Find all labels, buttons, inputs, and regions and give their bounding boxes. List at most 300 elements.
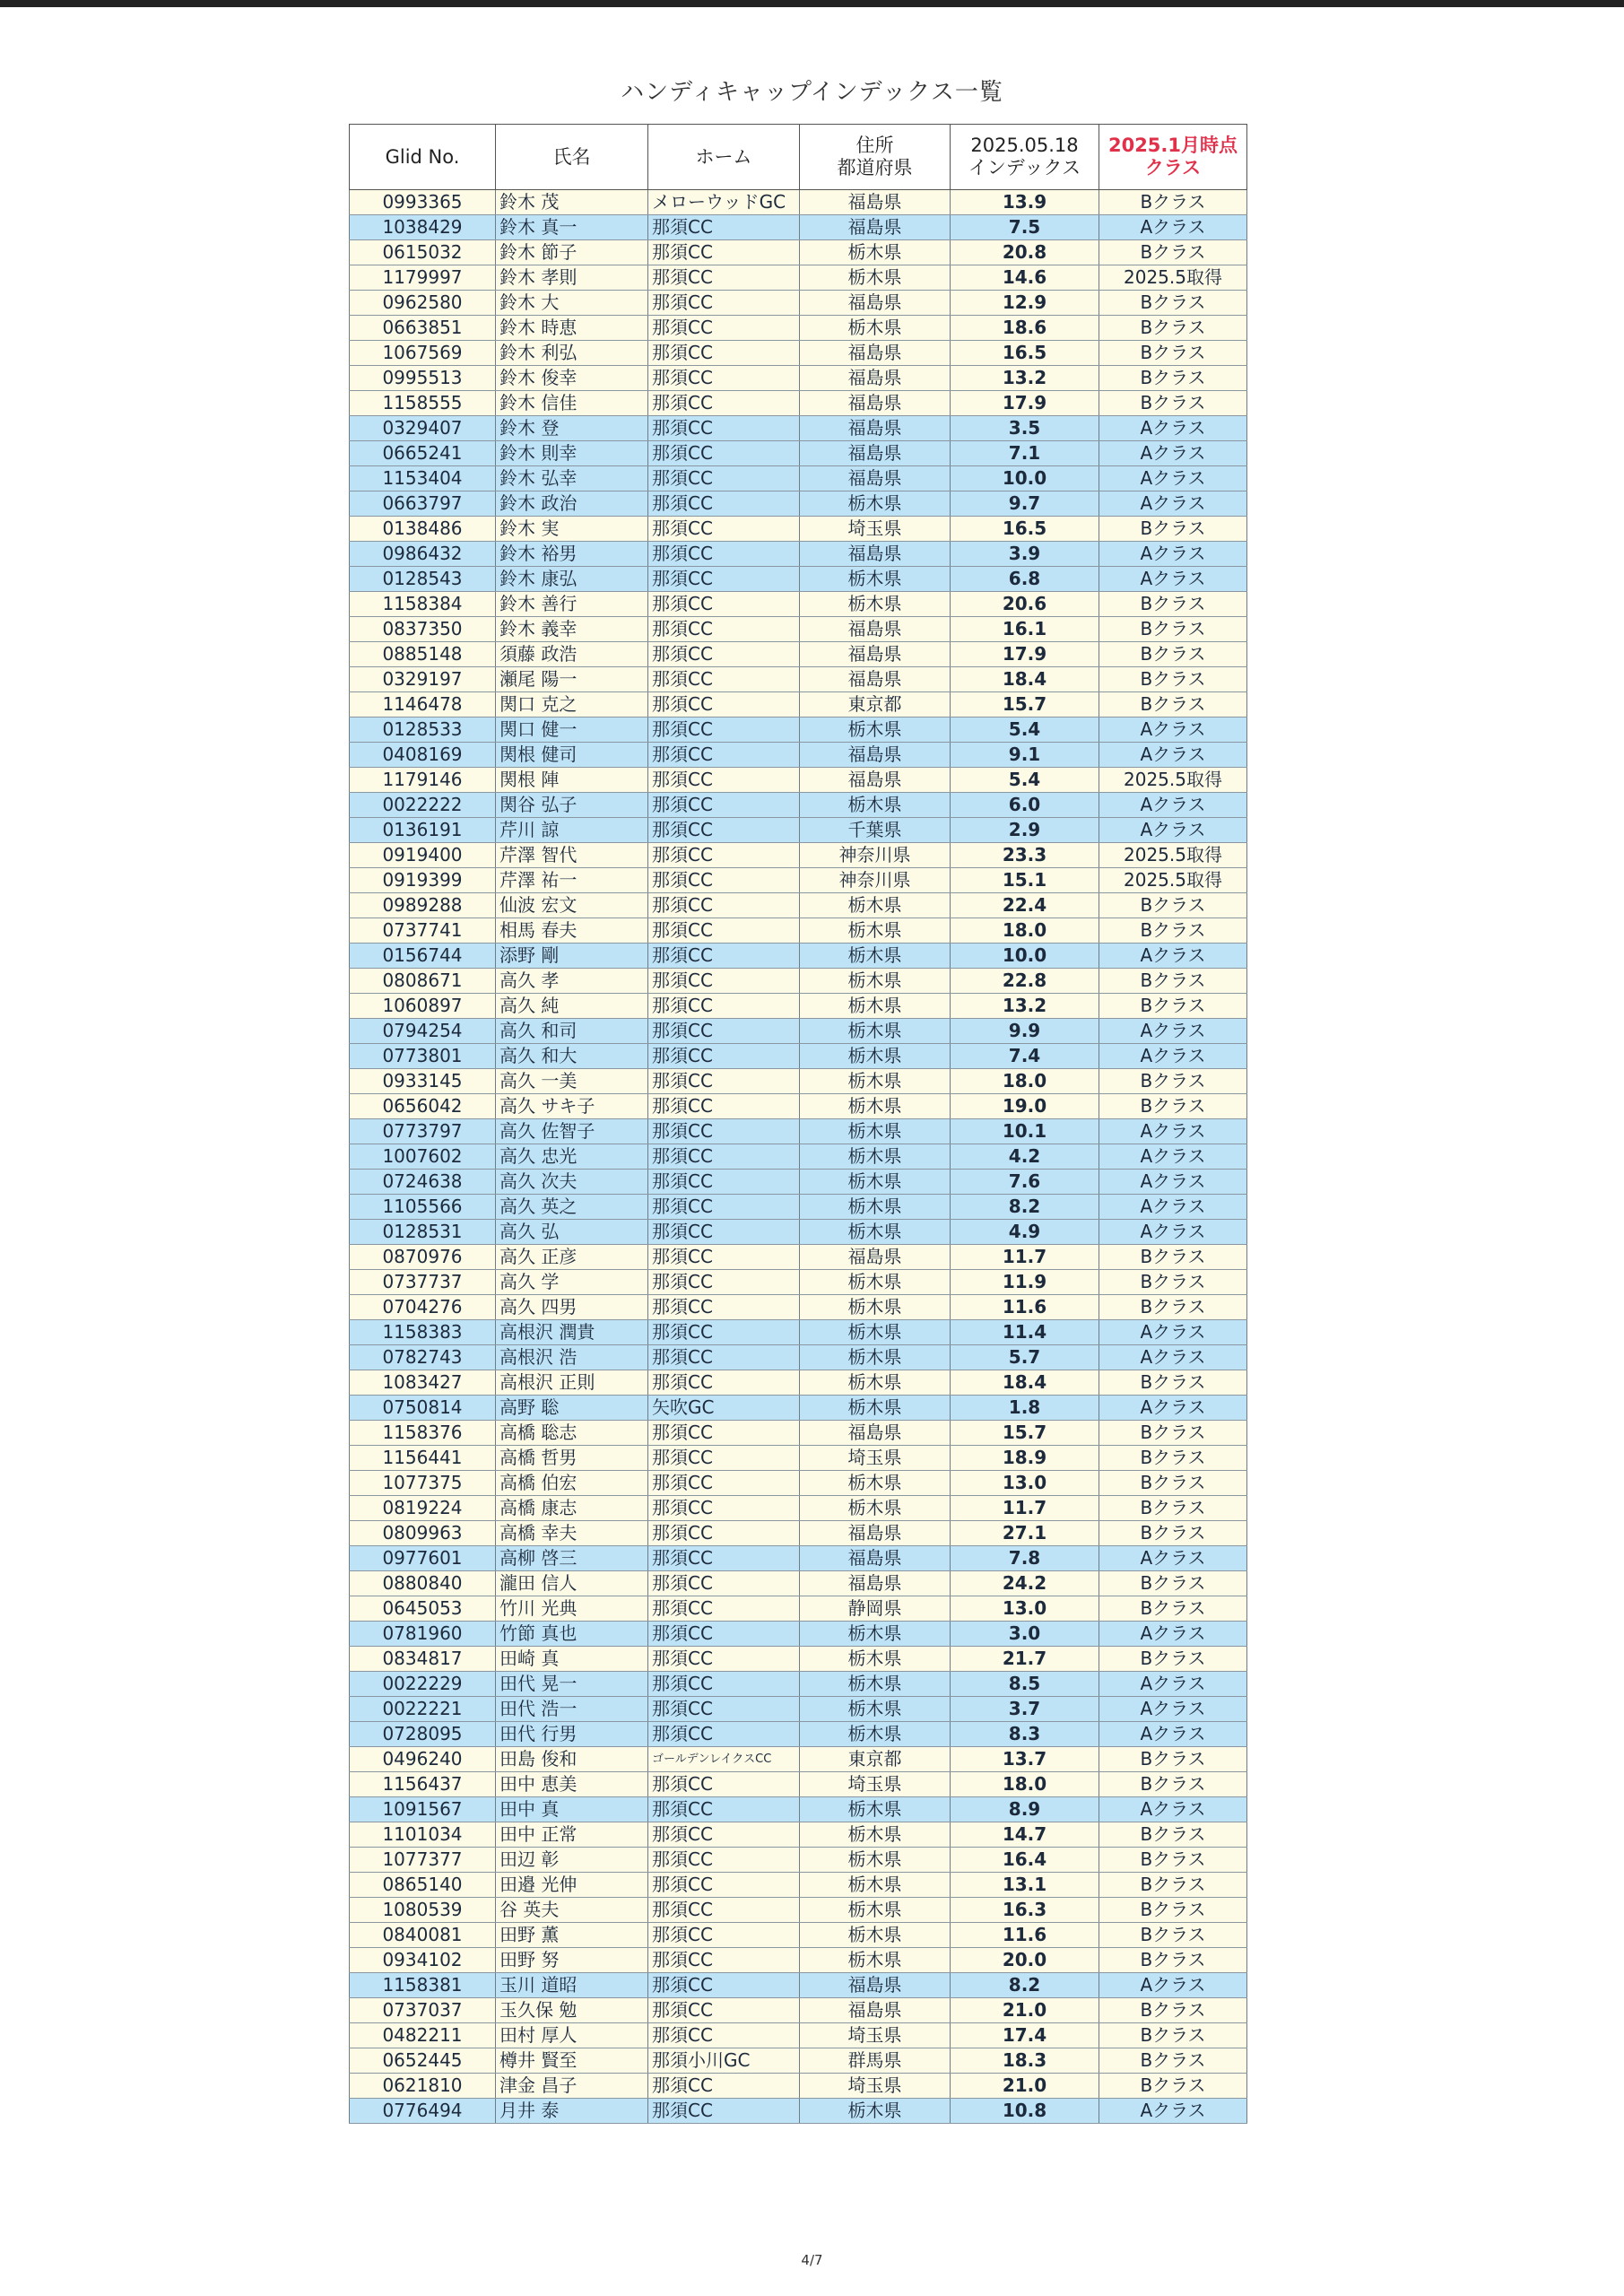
prefecture-cell: 栃木県 [800,994,951,1019]
player-name-cell: 高久 正彦 [496,1245,648,1270]
prefecture-cell: 神奈川県 [800,868,951,893]
prefecture-cell: 福島県 [800,617,951,642]
home-club-cell: 那須CC [648,1596,800,1622]
class-cell: Bクラス [1099,1446,1247,1471]
player-name-cell: 仙波 宏文 [496,893,648,918]
glid-number-cell: 0621810 [350,2074,496,2099]
home-club-cell: 那須CC [648,466,800,491]
glid-number-cell: 0737737 [350,1270,496,1295]
prefecture-cell: 栃木県 [800,1797,951,1822]
player-name-cell: 関根 健司 [496,743,648,768]
player-name-cell: 高久 一美 [496,1069,648,1094]
glid-number-cell: 0663797 [350,491,496,517]
handicap-index-cell: 23.3 [951,843,1099,868]
handicap-index-cell: 17.9 [951,642,1099,667]
table-row [350,667,1247,692]
class-cell: Aクラス [1099,944,1247,969]
player-name-cell: 月井 泰 [496,2099,648,2124]
class-cell: Bクラス [1099,517,1247,542]
glid-number-cell: 0919400 [350,843,496,868]
table-row [350,718,1247,743]
class-cell: Aクラス [1099,441,1247,466]
table-row [350,1697,1247,1722]
table-row [350,843,1247,868]
class-cell: Bクラス [1099,341,1247,366]
glid-number-cell: 0880840 [350,1571,496,1596]
handicap-index-cell: 8.3 [951,1722,1099,1747]
glid-number-cell: 0840081 [350,1923,496,1948]
prefecture-cell: 栃木県 [800,718,951,743]
glid-number-cell: 0663851 [350,316,496,341]
prefecture-cell: 栃木県 [800,491,951,517]
prefecture-cell: 福島県 [800,441,951,466]
home-club-cell: 那須CC [648,1521,800,1546]
handicap-index-cell: 10.0 [951,466,1099,491]
table-row [350,291,1247,316]
player-name-cell: 谷 英夫 [496,1898,648,1923]
home-club-cell: 那須CC [648,1546,800,1571]
prefecture-cell: 栃木県 [800,1396,951,1421]
prefecture-cell: 福島県 [800,341,951,366]
prefecture-cell: 栃木県 [800,1873,951,1898]
home-club-cell: 那須CC [648,1722,800,1747]
player-name-cell: 田辺 彰 [496,1848,648,1873]
handicap-index-cell: 20.6 [951,592,1099,617]
table-row [350,567,1247,592]
home-club-cell: 那須CC [648,1647,800,1672]
class-cell: Bクラス [1099,667,1247,692]
glid-number-cell: 0329197 [350,667,496,692]
class-cell: Aクラス [1099,466,1247,491]
class-cell: Bクラス [1099,1998,1247,2023]
class-cell: Bクラス [1099,1747,1247,1772]
prefecture-cell: 栃木県 [800,1496,951,1521]
handicap-index-cell: 16.4 [951,1848,1099,1873]
glid-number-cell: 0737037 [350,1998,496,2023]
prefecture-cell: 群馬県 [800,2048,951,2074]
glid-number-cell: 0782743 [350,1345,496,1370]
class-cell: Bクラス [1099,2023,1247,2048]
table-row [350,316,1247,341]
glid-number-cell: 0993365 [350,190,496,215]
home-club-cell: 那須CC [648,1973,800,1998]
glid-number-cell: 1179997 [350,265,496,291]
table-row [350,1421,1247,1446]
glid-number-cell: 0128531 [350,1220,496,1245]
header-prefecture-line2: 都道府県 [837,157,913,178]
table-row [350,1622,1247,1647]
glid-number-cell: 0794254 [350,1019,496,1044]
handicap-index-cell: 11.6 [951,1295,1099,1320]
home-club-cell: 那須CC [648,215,800,240]
prefecture-cell: 東京都 [800,692,951,718]
handicap-index-cell: 18.6 [951,316,1099,341]
handicap-index-cell: 16.5 [951,341,1099,366]
handicap-index-cell: 5.4 [951,718,1099,743]
glid-number-cell: 0989288 [350,893,496,918]
prefecture-cell: 栃木県 [800,2099,951,2124]
handicap-index-cell: 11.6 [951,1923,1099,1948]
prefecture-cell: 福島県 [800,768,951,793]
handicap-index-cell: 15.1 [951,868,1099,893]
home-club-cell: 那須CC [648,1094,800,1119]
glid-number-cell: 1156441 [350,1446,496,1471]
home-club-cell: 那須CC [648,1998,800,2023]
prefecture-cell: 栃木県 [800,1471,951,1496]
handicap-index-cell: 21.0 [951,2074,1099,2099]
glid-number-cell: 0022222 [350,793,496,818]
table-row [350,1898,1247,1923]
home-club-cell: 那須CC [648,542,800,567]
class-cell: Aクラス [1099,567,1247,592]
table-row [350,2048,1247,2074]
class-cell: Bクラス [1099,190,1247,215]
home-club-cell: 矢吹GC [648,1396,800,1421]
prefecture-cell: 神奈川県 [800,843,951,868]
table-row [350,341,1247,366]
handicap-index-cell: 13.1 [951,1873,1099,1898]
player-name-cell: 瀬尾 陽一 [496,667,648,692]
class-cell: Aクラス [1099,1170,1247,1195]
player-name-cell: 芹澤 祐一 [496,868,648,893]
home-club-cell: 那須CC [648,1170,800,1195]
class-cell: Bクラス [1099,994,1247,1019]
prefecture-cell: 栃木県 [800,1898,951,1923]
table-row [350,1747,1247,1772]
home-club-cell: 那須CC [648,1220,800,1245]
table-row [350,1797,1247,1822]
class-cell: Aクラス [1099,1195,1247,1220]
glid-number-cell: 0834817 [350,1647,496,1672]
class-cell: Bクラス [1099,592,1247,617]
handicap-index-cell: 8.2 [951,1195,1099,1220]
home-club-cell: 那須CC [648,567,800,592]
handicap-index-cell: 17.4 [951,2023,1099,2048]
prefecture-cell: 埼玉県 [800,2023,951,2048]
glid-number-cell: 0022229 [350,1672,496,1697]
handicap-index-cell: 1.8 [951,1396,1099,1421]
table-row [350,893,1247,918]
glid-number-cell: 0977601 [350,1546,496,1571]
player-name-cell: 高根沢 正則 [496,1370,648,1396]
class-cell: Bクラス [1099,1370,1247,1396]
class-cell: Bクラス [1099,918,1247,944]
player-name-cell: 鈴木 政治 [496,491,648,517]
glid-number-cell: 1156437 [350,1772,496,1797]
table-row [350,491,1247,517]
glid-number-cell: 1077377 [350,1848,496,1873]
class-cell: Aクラス [1099,1144,1247,1170]
prefecture-cell: 福島県 [800,542,951,567]
glid-number-cell: 1091567 [350,1797,496,1822]
class-cell: Bクラス [1099,1596,1247,1622]
player-name-cell: 芹川 諒 [496,818,648,843]
table-row [350,1596,1247,1622]
table-row [350,1496,1247,1521]
prefecture-cell: 栃木県 [800,1144,951,1170]
table-row [350,1270,1247,1295]
header-index-line2: インデックス [968,157,1081,178]
prefecture-cell: 栃木県 [800,1270,951,1295]
handicap-index-cell: 7.6 [951,1170,1099,1195]
player-name-cell: 鈴木 俊幸 [496,366,648,391]
handicap-index-cell: 11.7 [951,1245,1099,1270]
home-club-cell: 那須CC [648,592,800,617]
prefecture-cell: 栃木県 [800,893,951,918]
home-club-cell: 那須CC [648,391,800,416]
prefecture-cell: 栃木県 [800,1622,951,1647]
glid-number-cell: 1153404 [350,466,496,491]
table-row [350,366,1247,391]
player-name-cell: 鈴木 実 [496,517,648,542]
glid-number-cell: 1101034 [350,1822,496,1848]
prefecture-cell: 栃木県 [800,1119,951,1144]
handicap-index-cell: 4.2 [951,1144,1099,1170]
handicap-index-cell: 7.8 [951,1546,1099,1571]
class-cell: Bクラス [1099,1571,1247,1596]
player-name-cell: 高久 英之 [496,1195,648,1220]
table-row [350,1998,1247,2023]
table-row [350,1170,1247,1195]
glid-number-cell: 0995513 [350,366,496,391]
handicap-index-cell: 8.5 [951,1672,1099,1697]
glid-number-cell: 0408169 [350,743,496,768]
player-name-cell: 田野 薫 [496,1923,648,1948]
player-name-cell: 田野 努 [496,1948,648,1973]
prefecture-cell: 栃木県 [800,1220,951,1245]
header-class [1099,125,1247,190]
glid-number-cell: 0933145 [350,1069,496,1094]
prefecture-cell: 福島県 [800,291,951,316]
handicap-index-cell: 18.3 [951,2048,1099,2074]
table-row [350,466,1247,491]
handicap-index-cell: 5.4 [951,768,1099,793]
handicap-index-cell: 12.9 [951,291,1099,316]
home-club-cell: 那須CC [648,818,800,843]
handicap-index-cell: 18.0 [951,1772,1099,1797]
class-cell: Bクラス [1099,1295,1247,1320]
player-name-cell: 高野 聡 [496,1396,648,1421]
player-name-cell: 高久 サキ子 [496,1094,648,1119]
prefecture-cell: 福島県 [800,667,951,692]
player-name-cell: 田崎 真 [496,1647,648,1672]
home-club-cell: 那須CC [648,1119,800,1144]
glid-number-cell: 0962580 [350,291,496,316]
table-row [350,969,1247,994]
handicap-index-cell: 8.9 [951,1797,1099,1822]
table-row [350,1948,1247,1973]
home-club-cell: 那須CC [648,491,800,517]
home-club-cell: 那須CC [648,1421,800,1446]
prefecture-cell: 栃木県 [800,1672,951,1697]
prefecture-cell: 埼玉県 [800,2074,951,2099]
class-cell: Bクラス [1099,1496,1247,1521]
table-row [350,1923,1247,1948]
home-club-cell: 那須CC [648,1873,800,1898]
prefecture-cell: 栃木県 [800,1848,951,1873]
home-club-cell: 那須CC [648,743,800,768]
player-name-cell: 高橋 康志 [496,1496,648,1521]
player-name-cell: 鈴木 信佳 [496,391,648,416]
player-name-cell: 鈴木 茂 [496,190,648,215]
table-row [350,215,1247,240]
prefecture-cell: 栃木県 [800,240,951,265]
prefecture-cell: 栃木県 [800,567,951,592]
player-name-cell: 鈴木 則幸 [496,441,648,466]
home-club-cell: 那須CC [648,893,800,918]
handicap-index-cell: 16.1 [951,617,1099,642]
player-name-cell: 高根沢 潤貴 [496,1320,648,1345]
table-row [350,1722,1247,1747]
home-club-cell: 那須CC [648,1697,800,1722]
player-name-cell: 相馬 春夫 [496,918,648,944]
table-row [350,1647,1247,1672]
table-row [350,441,1247,466]
handicap-index-cell: 13.2 [951,366,1099,391]
class-cell: Aクラス [1099,1396,1247,1421]
player-name-cell: 鈴木 大 [496,291,648,316]
prefecture-cell: 埼玉県 [800,1446,951,1471]
player-name-cell: 竹節 真也 [496,1622,648,1647]
handicap-index-cell: 5.7 [951,1345,1099,1370]
prefecture-cell: 栃木県 [800,1094,951,1119]
class-cell: Bクラス [1099,1245,1247,1270]
handicap-index-cell: 11.7 [951,1496,1099,1521]
table-row [350,416,1247,441]
table-row [350,2099,1247,2124]
table-row [350,1069,1247,1094]
prefecture-cell: 静岡県 [800,1596,951,1622]
table-row [350,1370,1247,1396]
table-row [350,190,1247,215]
table-row [350,918,1247,944]
home-club-cell: 那須CC [648,1822,800,1848]
class-cell: Bクラス [1099,617,1247,642]
home-club-cell: 那須CC [648,667,800,692]
prefecture-cell: 埼玉県 [800,1772,951,1797]
class-cell: 2025.5取得 [1099,768,1247,793]
table-row [350,1245,1247,1270]
class-cell: Aクラス [1099,416,1247,441]
handicap-index-cell: 3.7 [951,1697,1099,1722]
home-club-cell: 那須CC [648,1772,800,1797]
handicap-index-cell: 20.8 [951,240,1099,265]
handicap-index-cell: 13.7 [951,1747,1099,1772]
table-row [350,1345,1247,1370]
handicap-index-cell: 9.1 [951,743,1099,768]
table-row [350,1446,1247,1471]
table-row [350,642,1247,667]
player-name-cell: 田島 俊和 [496,1747,648,1772]
table-row [350,2023,1247,2048]
table-row [350,1546,1247,1571]
prefecture-cell: 栃木県 [800,592,951,617]
player-name-cell: 高橋 伯宏 [496,1471,648,1496]
player-name-cell: 関口 克之 [496,692,648,718]
player-name-cell: 鈴木 登 [496,416,648,441]
header-prefecture [800,125,951,190]
prefecture-cell: 福島県 [800,391,951,416]
home-club-cell: 那須CC [648,969,800,994]
handicap-index-cell: 22.4 [951,893,1099,918]
class-cell: Bクラス [1099,1094,1247,1119]
home-club-cell: 那須CC [648,1471,800,1496]
home-club-cell: 那須CC [648,441,800,466]
glid-number-cell: 0128543 [350,567,496,592]
class-cell: Bクラス [1099,893,1247,918]
handicap-index-cell: 7.1 [951,441,1099,466]
prefecture-cell: 福島県 [800,466,951,491]
player-name-cell: 関根 陣 [496,768,648,793]
class-cell: Bクラス [1099,969,1247,994]
prefecture-cell: 東京都 [800,1747,951,1772]
glid-number-cell: 0870976 [350,1245,496,1270]
player-name-cell: 田中 真 [496,1797,648,1822]
table-row [350,1220,1247,1245]
player-name-cell: 添野 剛 [496,944,648,969]
home-club-cell: 那須CC [648,316,800,341]
glid-number-cell: 1158383 [350,1320,496,1345]
table-row [350,768,1247,793]
prefecture-cell: 福島県 [800,1245,951,1270]
table-row [350,1295,1247,1320]
handicap-index-cell: 10.8 [951,2099,1099,2124]
table-row [350,2074,1247,2099]
header-prefecture-line1: 住所 [855,135,894,156]
player-name-cell: 高久 学 [496,1270,648,1295]
player-name-cell: 高久 弘 [496,1220,648,1245]
home-club-cell: 那須CC [648,2023,800,2048]
glid-number-cell: 0737741 [350,918,496,944]
glid-number-cell: 0482211 [350,2023,496,2048]
home-club-cell: 那須CC [648,1923,800,1948]
class-cell: 2025.5取得 [1099,868,1247,893]
prefecture-cell: 福島県 [800,1571,951,1596]
handicap-index-cell: 18.0 [951,918,1099,944]
player-name-cell: 関谷 弘子 [496,793,648,818]
prefecture-cell: 栃木県 [800,1345,951,1370]
handicap-index-cell: 13.2 [951,994,1099,1019]
handicap-index-cell: 3.0 [951,1622,1099,1647]
prefecture-cell: 栃木県 [800,944,951,969]
home-club-cell: 那須CC [648,617,800,642]
table-row [350,542,1247,567]
handicap-index-cell: 2.9 [951,818,1099,843]
class-cell: Bクラス [1099,642,1247,667]
table-row [350,692,1247,718]
table-row [350,1119,1247,1144]
handicap-index-cell: 18.0 [951,1069,1099,1094]
table-row [350,1044,1247,1069]
glid-number-cell: 0837350 [350,617,496,642]
prefecture-cell: 栃木県 [800,1370,951,1396]
handicap-index-cell: 16.5 [951,517,1099,542]
prefecture-cell: 福島県 [800,1998,951,2023]
glid-number-cell: 0022221 [350,1697,496,1722]
class-cell: Aクラス [1099,215,1247,240]
prefecture-cell: 栃木県 [800,1647,951,1672]
home-club-cell: 那須CC [648,793,800,818]
class-cell: Aクラス [1099,1345,1247,1370]
home-club-cell: 那須CC [648,768,800,793]
home-club-cell: 那須CC [648,2074,800,2099]
prefecture-cell: 福島県 [800,190,951,215]
home-club-cell: 那須CC [648,1044,800,1069]
glid-number-cell: 0934102 [350,1948,496,1973]
table-row [350,1822,1247,1848]
table-row [350,868,1247,893]
handicap-index-cell: 13.9 [951,190,1099,215]
